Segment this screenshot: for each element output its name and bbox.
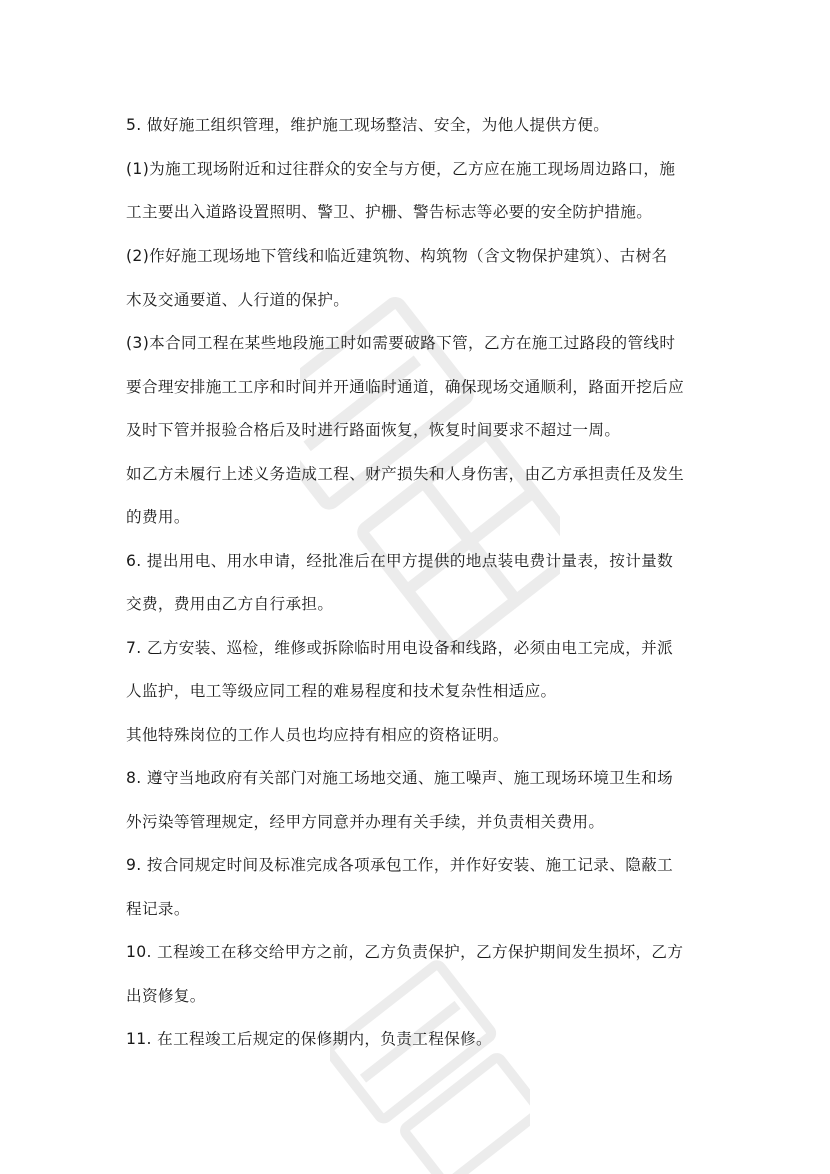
text-line: 及时下管并报验合格后及时进行路面恢复，恢复时间要求不超过一周。 bbox=[126, 421, 621, 439]
text-line: 的费用。 bbox=[126, 508, 190, 526]
text-line: 木及交通要道、人行道的保护。 bbox=[126, 291, 350, 309]
watermark-logo-bottom bbox=[330, 960, 530, 1174]
text-line: 9. 按合同规定时间及标准完成各项承包工作，并作好安装、施工记录、隐蔽工 bbox=[126, 856, 674, 874]
text-line: 11. 在工程竣工后规定的保修期内，负责工程保修。 bbox=[126, 1030, 492, 1048]
text-line: (1)为施工现场附近和过往群众的安全与方便，乙方应在施工现场周边路口，施 bbox=[126, 160, 676, 178]
text-line: 出资修复。 bbox=[126, 987, 206, 1005]
text-line: 10. 工程竣工在移交给甲方之前，乙方负责保护，乙方保护期间发生损坏，乙方 bbox=[126, 943, 684, 961]
text-line: 程记录。 bbox=[126, 900, 190, 918]
text-line: 5. 做好施工组织管理，维护施工现场整洁、安全，为他人提供方便。 bbox=[126, 116, 610, 134]
text-line: 要合理安排施工工序和时间并开通临时通道，确保现场交通顺利，路面开挖后应 bbox=[126, 378, 685, 396]
text-line: 其他特殊岗位的工作人员也均应持有相应的资格证明。 bbox=[126, 726, 509, 744]
text-line: (3)本合同工程在某些地段施工时如需要破路下管，乙方在施工过路段的管线时 bbox=[126, 334, 676, 352]
text-line: 交费，费用由乙方自行承担。 bbox=[126, 595, 334, 613]
text-line: 如乙方未履行上述义务造成工程、财产损失和人身伤害，由乙方承担责任及发生 bbox=[126, 465, 685, 483]
text-line: 8. 遵守当地政府有关部门对施工场地交通、施工噪声、施工现场环境卫生和场 bbox=[126, 769, 674, 787]
text-line: 外污染等管理规定，经甲方同意并办理有关手续，并负责相关费用。 bbox=[126, 813, 605, 831]
text-line: 工主要出入道路设置照明、警卫、护栅、警告标志等必要的安全防护措施。 bbox=[126, 203, 653, 221]
text-line: 6. 提出用电、用水申请，经批准后在甲方提供的地点装电费计量表，按计量数 bbox=[126, 552, 674, 570]
text-line: 7. 乙方安装、巡检，维修或拆除临时用电设备和线路，必须由电工完成，并派 bbox=[126, 639, 674, 657]
text-line: 人监护，电工等级应同工程的难易程度和技术复杂性相适应。 bbox=[126, 682, 557, 700]
text-line: (2)作好施工现场地下管线和临近建筑物、构筑物（含文物保护建筑）、古树名 bbox=[126, 247, 668, 265]
